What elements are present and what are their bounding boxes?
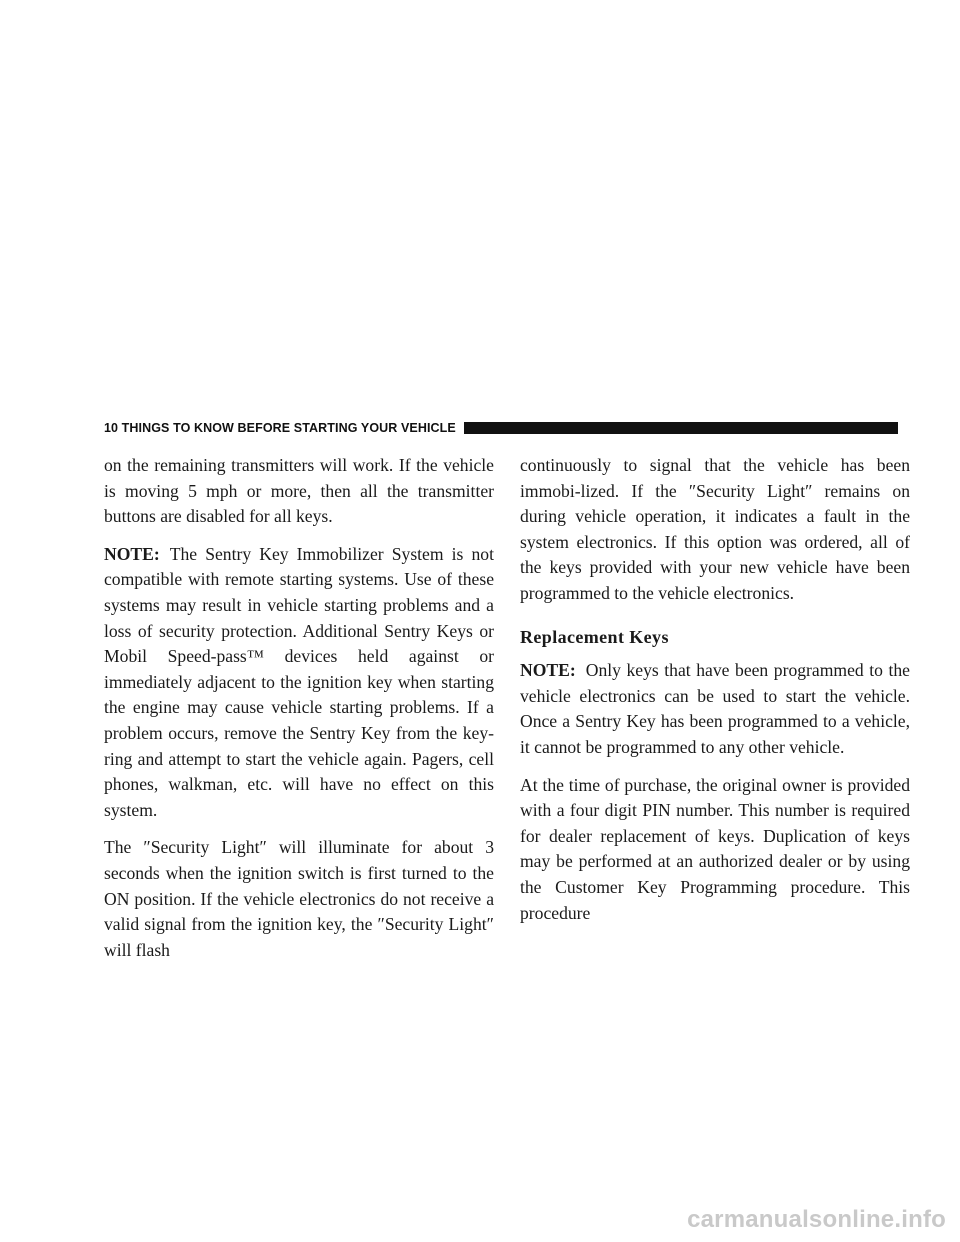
note-label: NOTE: [520, 660, 576, 681]
section-heading: Replacement Keys [520, 626, 669, 647]
left-paragraph-3: The ″Security Light″ will illuminate for about 3 seconds when the ignition switch is first turned to the ON position. If the vehicle electronics do not receive a valid signal from the ignition key, the ″Security Light″ will flash [104, 837, 494, 960]
running-header [104, 419, 898, 437]
right-paragraph-1: continuously to signal that the vehicle has been immobi-lized. If the ″Security Light″ remains on during vehicle operation, it indicates a fault in the system electronics. If this option was ordered, all of the keys provided with your new vehicle have been programmed to the vehicle electronics. [520, 455, 910, 603]
right-paragraph-3: At the time of purchase, the original owner is provided with a four digit PIN number. This number is required for dealer replacement of keys. Duplication of keys may be performed at an authorized dealer or by using the Customer Key Programming procedure. This procedure [520, 774, 910, 923]
page-header-label: 10 THINGS TO KNOW BEFORE STARTING YOUR VEHICLE [104, 421, 456, 435]
left-column [104, 453, 494, 975]
right-column [520, 453, 910, 938]
note-text: Only keys that have been programmed to the vehicle electronics can be used to start the vehicle. Once a Sentry Key has been programmed to a vehicle, it cannot be programmed to any other vehicle. [520, 660, 910, 757]
right-note-paragraph [520, 658, 910, 760]
left-note-paragraph [104, 542, 494, 824]
left-paragraph-1: on the remaining transmitters will work. If the vehicle is moving 5 mph or more, then all the transmitter buttons are disabled for all keys. [104, 455, 494, 527]
watermark: carmanualsonline.info [687, 1206, 946, 1233]
header-rule [464, 422, 898, 434]
note-label: NOTE: [104, 543, 160, 564]
note-text: The Sentry Key Immobilizer System is not compatible with remote starting systems. Use of these systems may result in vehicle starting problems and a loss of security protection. Additional Sentry Keys or Mobil Speed-pass™ devices held against or immediately adjacent to the ignition key when starting the engine may cause vehicle starting problems. If a problem occurs, remove the Sentry Key from the key-ring and attempt to start the vehicle again. Pagers, cell phones, walkman, etc. will have no effect on this system. [104, 543, 494, 820]
